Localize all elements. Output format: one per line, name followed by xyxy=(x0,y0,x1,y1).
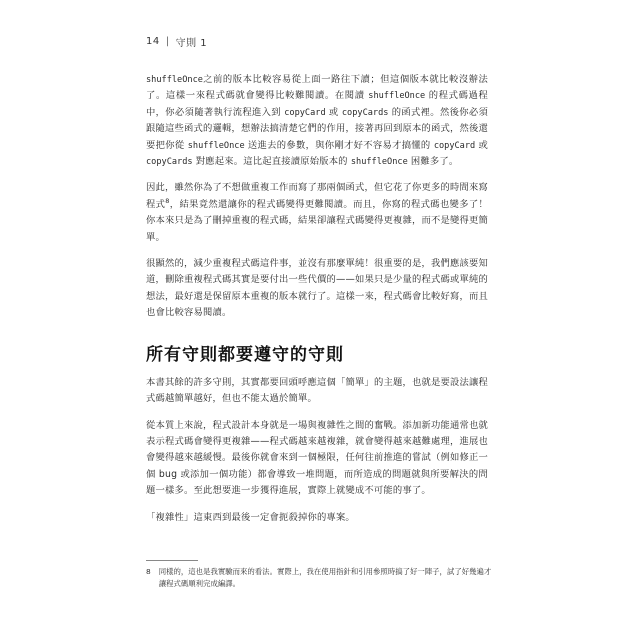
paragraph-3 xyxy=(146,256,488,322)
section-title: 所有守則都要遵守的守則 xyxy=(146,344,344,365)
paragraph-1 xyxy=(146,72,488,170)
text-run: 的程式碼過程中，你必須隨著執行流程進入到 xyxy=(146,90,488,118)
paragraph-group xyxy=(146,72,488,322)
text-run: 很顯然的，減少重複程式碼這件事，並沒有那麼單純！很重要的是，我們應該要知道，刪除重複程式碼其實是要付出一些代價的——如果只是少量的程式碼或單純的想法，最好還是保留原本重複的版本就行了。這樣一來，程式碼會比較好寫，而且也會比較容易閱讀。 xyxy=(146,258,488,319)
paragraph-2 xyxy=(146,180,488,246)
footnote-text: 同樣的，這也是我實驗而來的看法。實際上，我在使用指針和引用參照時搞了好一陣子，試了好幾遍才讓程式碼順利完成編譯。 xyxy=(158,567,492,588)
inline-code: shuffleOnce xyxy=(187,140,245,151)
text-run: 困難多了。 xyxy=(407,156,459,168)
inline-code: shuffleOnce xyxy=(368,91,426,102)
inline-code: shuffleOnce xyxy=(146,75,203,85)
footnote-divider xyxy=(146,560,198,561)
text-run: 送進去的參數，與你剛才好不容易才搞懂的 xyxy=(244,139,434,151)
main-text xyxy=(146,72,488,536)
running-header xyxy=(146,34,207,49)
section-paragraph-2: 從本質上來說，程式設計本身就是一場與複雜性之間的奮戰。添加新功能通常也就表示程式碼會變得更複雜——程式碼越來越複雜，就會變得越來越難處理，進展也會變得越來越緩慢。最後你就會來到一個極限，任何往前推進的嘗試（例如修正一個 bug 或添加一個功能）都會導致一堆問題，而所造成的問題就與所要解決的問題一樣多。至此想要進一步獲得進展，實際上就變成不可能的事了。 xyxy=(146,419,488,497)
page-number: 14 xyxy=(146,36,160,47)
footnote xyxy=(146,566,492,590)
inline-code: copyCards xyxy=(146,157,193,168)
footnote-marker: 8 xyxy=(165,196,170,205)
text-run: 對應起來。這比起直接讀原始版本的 xyxy=(192,156,351,168)
header-separator: | xyxy=(165,36,170,47)
inline-code: copyCard xyxy=(284,107,326,118)
text-run: 因此，雖然你為了不想做重複工作而寫了那兩個函式，但它花了你更多的時間來寫程式 xyxy=(146,182,488,210)
text-run: 或 xyxy=(325,106,342,118)
text-run: ，結果竟然還讓你的程式碼變得更難閱讀。而且，你寫的程式碼也變多了！你本來只是為了刪掉重複的程式碼，結果卻讓程式碼變得更複雜，而不是變得更簡單。 xyxy=(146,198,488,243)
text-run: 或 xyxy=(475,139,488,151)
inline-code: shuffleOnce xyxy=(350,157,408,168)
inline-code: copyCards xyxy=(341,107,389,118)
inline-code: copyCard xyxy=(433,140,476,151)
text-run: 的函式裡。然後你必須跟隨這些函式的邏輯，想辦法搞清楚它們的作用，接著再回到原本的函式，然後還要把你從 xyxy=(146,106,488,151)
chapter-label: 守則 1 xyxy=(175,38,208,49)
footnote-number: 8 xyxy=(146,567,151,576)
text-run: 之前的版本比較容易從上面一路往下讀；但這個版本就比較沒辦法了。這樣一來程式碼就會變得比較難閱讀。在閱讀 xyxy=(146,74,488,102)
section-paragraph-3: 「複雜性」這東西到最後一定會扼殺掉你的專案。 xyxy=(146,511,355,523)
section-paragraph-1: 本書其餘的許多守則，其實都要回頭呼應這個「簡單」的主題，也就是要設法讓程式碼越簡單越好，但也不能太過於簡單。 xyxy=(146,376,488,405)
